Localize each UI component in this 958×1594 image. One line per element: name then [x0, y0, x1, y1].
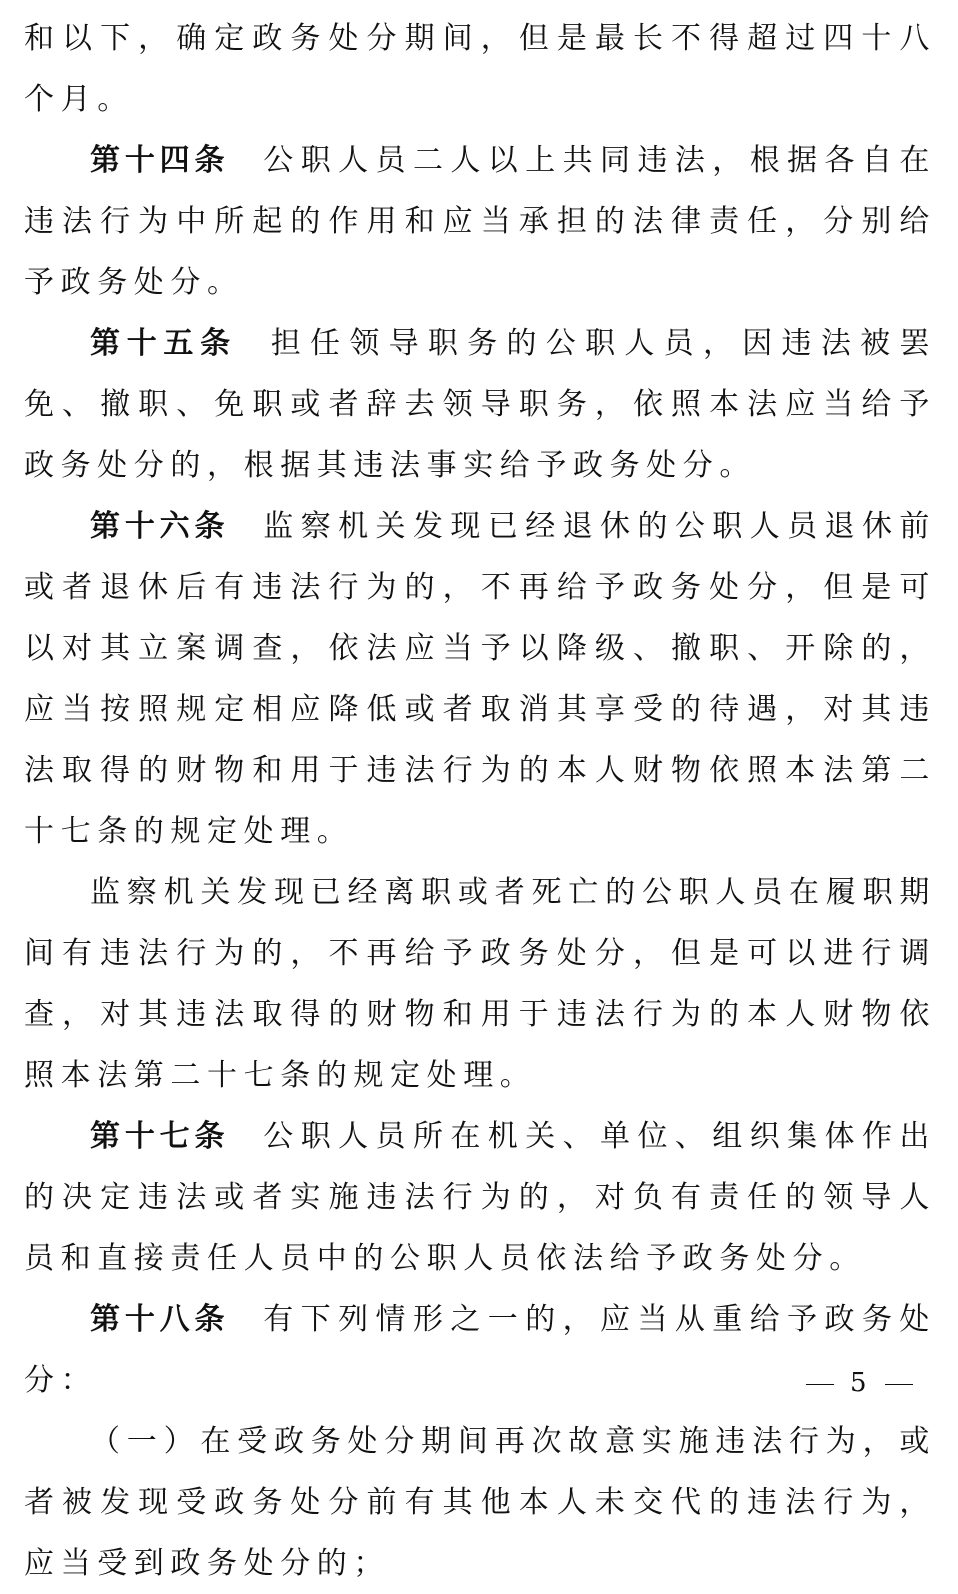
- article-number: 第十七条: [90, 1119, 230, 1154]
- paragraph-text: 监察机关发现已经离职或者死亡的公职人员在履职期间有违法行为的，不再给予政务处分，但是可以进行调查，对其违法取得的财物和用于违法行为的本人财物依照本法第二十七条的规定处理。: [24, 875, 936, 1093]
- article-number: 第十六条: [90, 509, 230, 544]
- page-footer: [790, 1366, 929, 1400]
- article-number: 第十八条: [90, 1302, 230, 1337]
- footer-dash-left: [806, 1384, 834, 1385]
- paragraph-text: （一）在受政务处分期间再次故意实施违法行为，或者被发现受政务处分前有其他本人未交代的违法行为，应当受到政务处分的；: [24, 1424, 936, 1581]
- article-18-item-1: [24, 1411, 936, 1594]
- paragraph-text: 公职人员所在机关、单位、组织集体作出的决定违法或者实施违法行为的，对负有责任的领导人员和直接责任人员中的公职人员依法给予政务处分。: [24, 1119, 936, 1276]
- article-16: [24, 496, 936, 862]
- article-number: 第十五条: [90, 326, 237, 361]
- page-number: 5: [850, 1368, 869, 1398]
- article-number: 第十四条: [90, 143, 230, 178]
- paragraph-text: 有下列情形之一的，应当从重给予政务处分：: [24, 1302, 936, 1398]
- article-15: [24, 313, 936, 496]
- paragraph-text: 和以下，确定政务处分期间，但是最长不得超过四十八个月。: [24, 21, 936, 117]
- paragraph-text: 公职人员二人以上共同违法，根据各自在违法行为中所起的作用和应当承担的法律责任，分别给予政务处分。: [24, 143, 936, 300]
- article-16-paragraph-2: [24, 862, 936, 1106]
- article-17: [24, 1106, 936, 1289]
- paragraph-continuation: [24, 8, 936, 130]
- paragraph-text: 监察机关发现已经退休的公职人员退休前或者退休后有违法行为的，不再给予政务处分，但是可以对其立案调查，依法应当予以降级、撤职、开除的，应当按照规定相应降低或者取消其享受的待遇，对其违法取得的财物和用于违法行为的本人财物依照本法第二十七条的规定处理。: [24, 509, 936, 849]
- paragraph-text: 担任领导职务的公职人员，因违法被罢免、撤职、免职或者辞去领导职务，依照本法应当给予政务处分的，根据其违法事实给予政务处分。: [24, 326, 937, 483]
- article-14: [24, 130, 936, 313]
- footer-dash-right: [885, 1384, 913, 1385]
- document-body: [24, 8, 936, 1594]
